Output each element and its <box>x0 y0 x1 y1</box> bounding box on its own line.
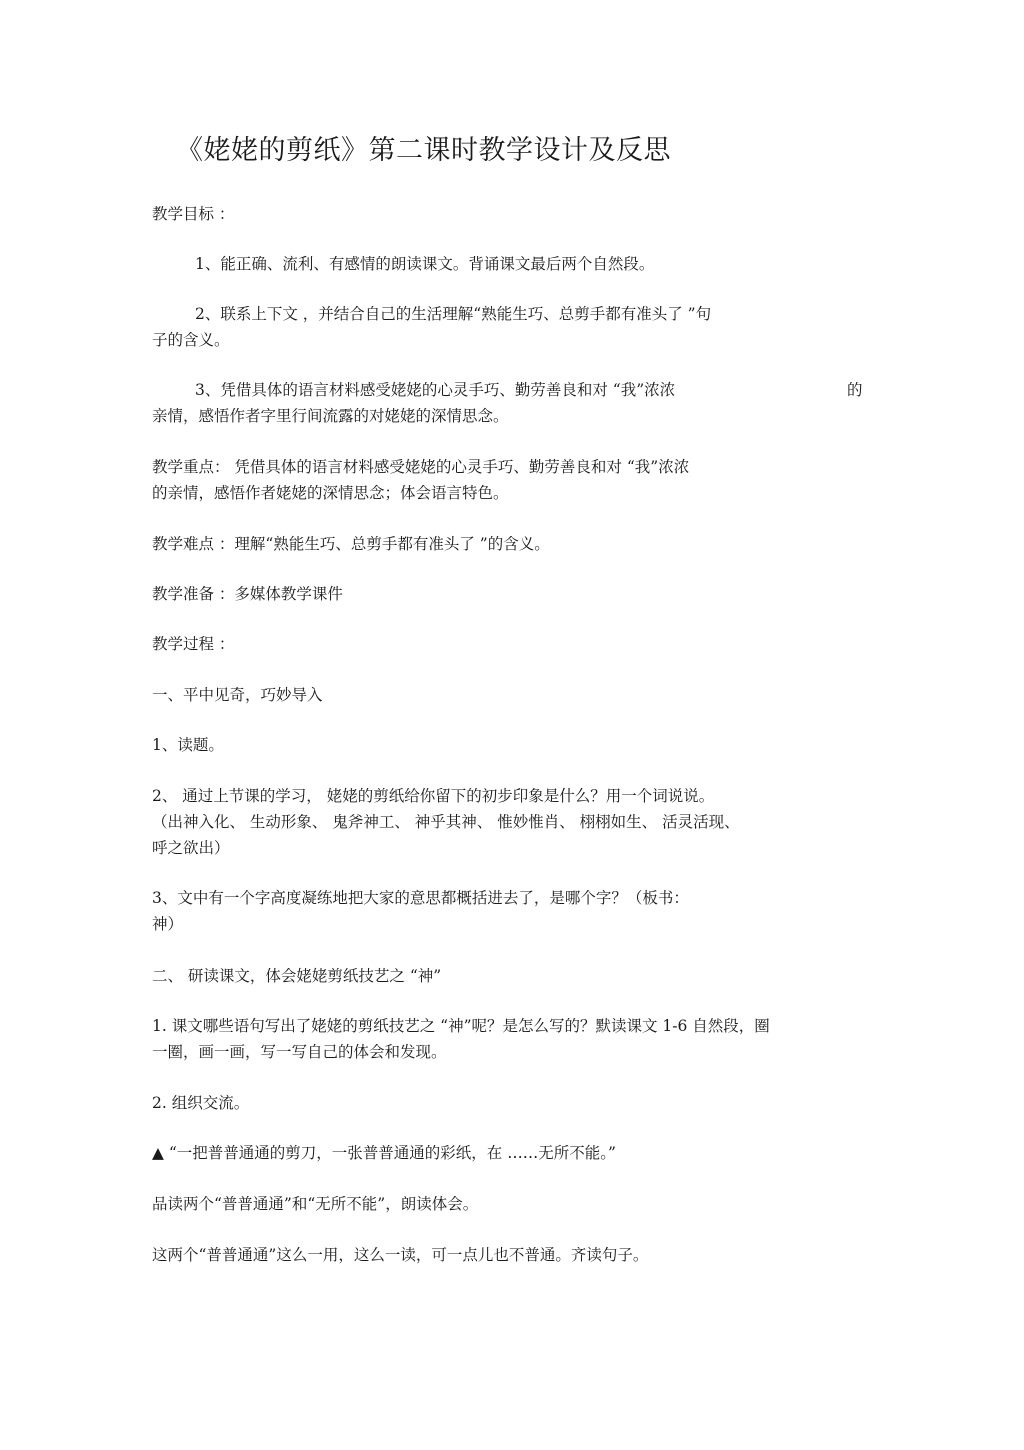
objective-2-line-2: 子的含义。 <box>152 331 230 349</box>
preparation: 教学准备 ：多媒体教学课件 <box>152 585 343 603</box>
item-1-line-1: 1. 课文哪些语句写出了姥姥的剪纸技艺之 “神”呢？是怎么写的？默读课文 1-6 自然段，圈 <box>152 1017 770 1035</box>
objective-2-line-1: 2、联系上下文 ，并结合自己的生活理解“熟能生巧、总剪手都有准头了 ”句 <box>195 305 712 323</box>
objective-3-line-2: 亲情，感悟作者字里行间流露的对姥姥的深情思念。 <box>152 407 509 425</box>
document-title: 《姥姥的剪纸》第二课时教学设计及反思 <box>176 135 671 166</box>
reading-note-2: 这两个“普普通通”这么一用，这么一读，可一点儿也不普通。齐读句子。 <box>152 1246 649 1264</box>
step-3-line-1: 3、文中有一个字高度凝练地把大家的意思都概括进去了，是哪个字？（板书： <box>152 889 689 907</box>
step-3-line-2: 神） <box>152 915 184 933</box>
objective-3-tail: 的 <box>847 381 863 399</box>
difficulty: 教学难点 ：理解“熟能生巧、总剪手都有准头了 ”的含义。 <box>152 535 550 553</box>
section-2-heading: 二、 研读课文，体会姥姥剪纸技艺之 “神” <box>152 967 442 985</box>
reading-note-1: 品读两个“普普通通”和“无所不能”，朗读体会。 <box>152 1195 479 1213</box>
section-1-heading: 一、平中见奇，巧妙导入 <box>152 686 323 704</box>
key-points-line-1: 教学重点： 凭借具体的语言材料感受姥姥的心灵手巧、勤劳善良和对 “我”浓浓 <box>152 458 690 476</box>
step-2-line-2: （出神入化、 生动形象、 鬼斧神工、 神乎其神、 惟妙惟肖、 栩栩如生、 活灵活现、 <box>152 813 740 831</box>
quote-line: ▲ “一把普普通通的剪刀，一张普普通通的彩纸，在 ……无所不能。” <box>152 1144 616 1162</box>
objectives-label: 教学目标 ： <box>152 205 235 223</box>
step-2-line-1: 2、 通过上节课的学习， 姥姥的剪纸给你留下的初步印象是什么？用一个词说说。 <box>152 787 715 805</box>
key-points-line-2: 的亲情，感悟作者姥姥的深情思念；体会语言特色。 <box>152 484 509 502</box>
item-2: 2. 组织交流。 <box>152 1094 250 1112</box>
objective-3-line-1: 3、凭借具体的语言材料感受姥姥的心灵手巧、勤劳善良和对 “我”浓浓 <box>195 381 676 399</box>
objective-1: 1、能正确、流利、有感情的朗读课文。背诵课文最后两个自然段。 <box>195 255 655 273</box>
item-1-line-2: 一圈，画一画，写一写自己的体会和发现。 <box>152 1043 447 1061</box>
step-1: 1、读题。 <box>152 736 224 754</box>
process-label: 教学过程 ： <box>152 635 235 653</box>
step-2-line-3: 呼之欲出） <box>152 839 230 857</box>
